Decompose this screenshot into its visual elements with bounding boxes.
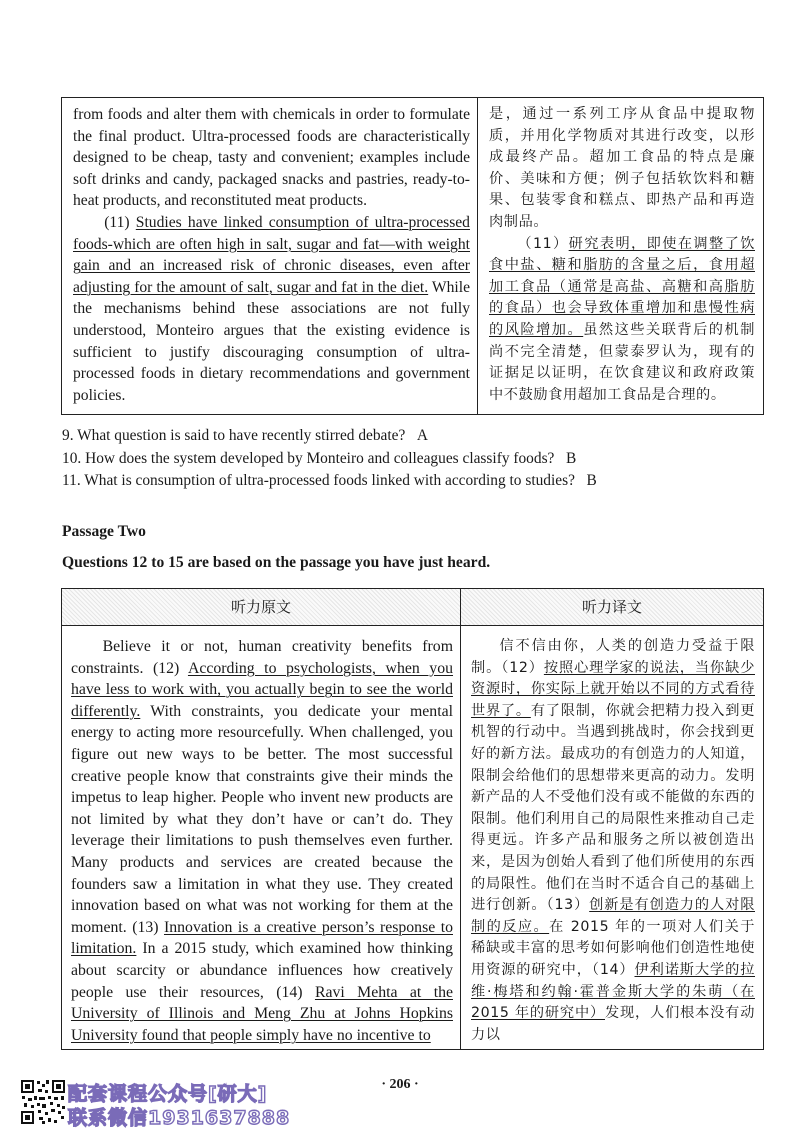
text-run: Believe it or not, human creativity benefits from constraints. (12) (71, 638, 453, 677)
question-text: 10. How does the system developed by Monteiro and colleagues classify foods? (62, 450, 555, 467)
page-number: · 206 · (381, 1077, 419, 1092)
question-answer: B (565, 450, 577, 467)
text-run: In a 2015 study, which examined how thinking about scarcity or abundance influences how creatively people use their resources, (14) (71, 940, 453, 1001)
question-10 (62, 449, 576, 469)
question-marker: （11） (517, 235, 569, 252)
answer-underline-13: Innovation is a creative person’s response to limitation. (71, 918, 453, 958)
answer-underline-14: 伊利诺斯大学的拉维·梅塔和约翰·霍普金斯大学的朱萌（在 2015 年的研究中） (471, 961, 756, 1022)
paragraph (471, 636, 755, 1046)
question-answer: B (586, 472, 597, 489)
answer-underline-11: 研究表明，即使在调整了饮食中盐、糖和脂肪的含量之后，食用超加工食品（通常是高盐、高糖和高脂肪的食品）也会导致体重增加和患慢性病的风险增加。 (489, 235, 755, 338)
paragraph (489, 234, 755, 407)
text-run: 在 2015 年的一项对人们关于稀缺或丰富的思考如何影响他们创造性地使用资源的研究中，（14） (471, 918, 755, 978)
paragraph-rest: While the mechanisms behind these associations are not fully understood, Monteiro argues that the existing evidence is sufficient to justify discouraging consumption of ultra-processed foods in dietary recommendations and government policies. (73, 278, 470, 404)
answer-underline-12: 按照心理学家的说法，当你缺少资源时，你实际上就开始以不同的方式看待世界了。 (471, 659, 755, 719)
question-answer: A (416, 427, 429, 444)
section-instruction: Questions 12 to 15 are based on the passage you have just heard. (62, 554, 491, 571)
question-11 (62, 471, 597, 491)
header-divider (62, 625, 763, 626)
watermark-line-1: 配套课程公众号[研大] (68, 1083, 268, 1105)
paragraph: 是，通过一系列工序从食品中提取物质，并用化学物质对其进行改变，以形成最终产品。超加工食品的特点是廉价、美味和方便；例子包括软饮料和糖果、包装零食和糕点、即热产品和再造肉制品。 (489, 106, 755, 230)
paragraph: from foods and alter them with chemicals in order to formulate the final product. Ultra-processed foods are characteristically designed to be cheap, tasty and convenient; examples include soft drinks and candy, packaged snacks and pastries, ready-to-heat products, and reconstituted meat products. (73, 106, 470, 210)
watermark-line-2: 联系微信1931637888 (68, 1107, 291, 1129)
question-text: 11. What is consumption of ultra-processed foods linked with according to studies? (62, 472, 575, 489)
text-run: 有了限制，你就会把精力投入到更机智的行动中。当遇到挑战时，你会找到更好的新方法。最成功的有创造力的人知道，限制会给他们的思想带来更高的动力。发明新产品的人不受他们没有或不能做的东西的限制。他们利用自己的局限性来推动自己走得更远。许多产品和服务之所以被创造出来，是因为创始人看到了他们所使用的东西的局限性。他们在当时不适合自己的基础上进行创新。（13） (471, 702, 755, 914)
passage-one-english (73, 104, 470, 406)
section-title: Passage Two (62, 523, 146, 540)
text-run: 信不信由你，人类的创造力受益于限制。（12） (471, 638, 755, 676)
question-9 (62, 426, 428, 446)
paragraph-rest: 虽然这些关联背后的机制尚不完全清楚，但蒙泰罗认为，现有的证据足以证明，在饮食建议和政府政策中不鼓励食用超加工食品是合理的。 (489, 321, 755, 403)
paragraph (73, 212, 470, 406)
question-marker: (11) (104, 213, 136, 231)
table-column-divider (477, 98, 478, 414)
answer-underline-12: According to psychologists, when you have less to work with, you actually begin to see the world differently. (71, 659, 454, 720)
text-run: With constraints, you dedicate your mental energy to acting more resourcefully. When challenged, you figure out new ways to be better. The most successful creative people know that constraints give their minds the impetus to leap higher. People who invent new products are not limited by what they don’t have or can’t do. They leverage their limitations to push themselves even further. Many products and services are created because the founders saw a limitation in what they use. They created innovation based on what was not working for them at the moment. (13) (71, 702, 453, 936)
answer-underline-11: Studies have linked consumption of ultra-processed foods-which are often high in salt, sugar and fat—with weight gain and an increased risk of chronic diseases, even after adjusting for the amount of salt, sugar and fat in the diet. (73, 213, 470, 296)
passage-two-table (61, 588, 764, 1050)
qr-code-icon (20, 1079, 66, 1125)
answer-underline-14: Ravi Mehta at the University of Illinois and Meng Zhu at Johns Hopkins University found that people simply have no incentive to (71, 983, 453, 1044)
column-header-translation: 听力译文 (461, 589, 763, 625)
answer-underline-13: 创新是有创造力的人对限制的反应。 (471, 897, 755, 935)
passage-one-table (61, 97, 764, 415)
passage-two-english (71, 636, 453, 1046)
text-run: 发现，人们根本没有动力以 (471, 1005, 755, 1043)
question-text: 9. What question is said to have recently stirred debate? (62, 427, 406, 444)
table-column-divider (460, 589, 461, 1049)
passage-two-chinese (471, 636, 755, 1046)
passage-one-chinese (489, 104, 755, 406)
column-header-original: 听力原文 (62, 589, 460, 625)
paragraph (71, 636, 453, 1046)
